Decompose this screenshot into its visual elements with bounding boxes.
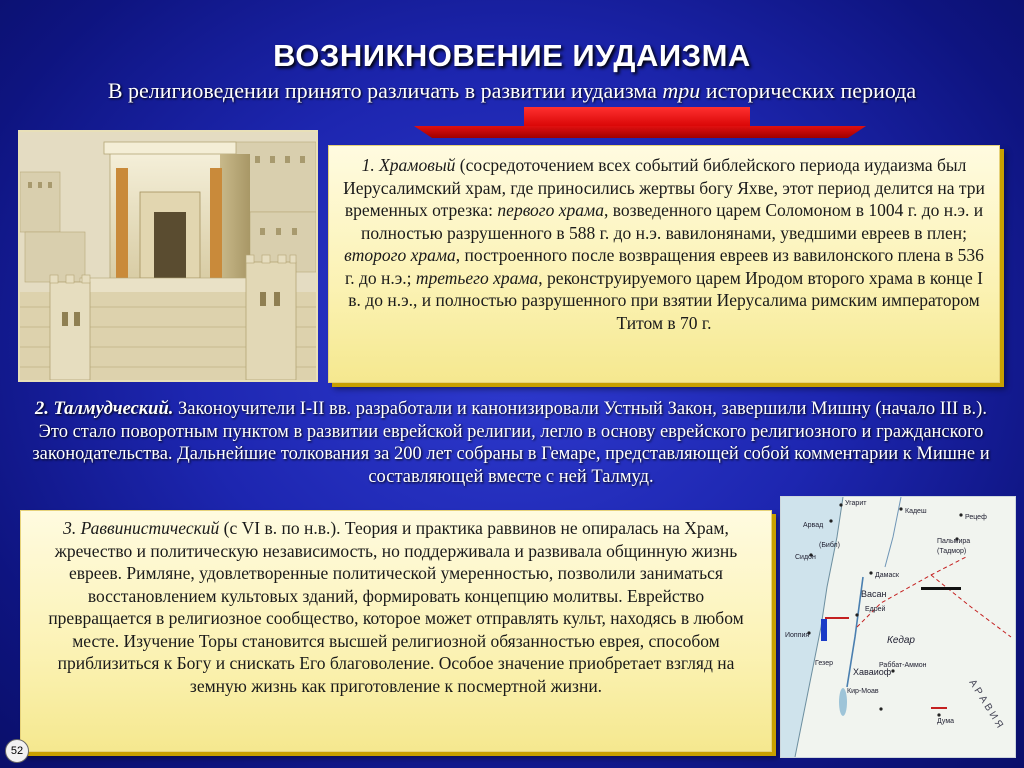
temple-drawing [20,132,316,380]
period-3-box [20,510,772,752]
map-label-palmira: Пальмира [937,538,971,545]
map-label-edrei: Едрей [865,606,886,613]
historical-map [780,496,1016,758]
map-label-rezef: Рецеф [965,514,987,521]
decorative-red-bar-top [524,107,750,129]
period-1-first-temple: первого храма [497,200,604,220]
map-label-sidon: Сидон [795,554,816,561]
map-label-ugarit: Угарит [845,500,867,507]
map-label-kir: Кир-Моав [847,688,879,695]
period-2-text: Законоучители I-II вв. разработали и канонизировали Устный Закон, завершили Мишну (начало III в.). Это стало поворотным пунктом в развитии еврейской религии, легло в основу еврейского религиозного и гражданского законодательства. Дальнейшие толкования за 200 лет собраны в Гемаре, представляющей собой комментарии к Мишне и составляющей вместе с ней Талмуд. [32,399,990,487]
decorative-red-bar-bottom [414,126,866,138]
period-1-box [328,145,1000,383]
subtitle-text-after: исторических периода [700,78,917,103]
map-drawing [781,497,1015,757]
page-number: 52 [5,739,29,763]
map-label-kadesh: Кадеш [905,508,927,515]
temple-illustration [18,130,318,382]
period-2-heading: 2. Талмудческий. [35,399,174,419]
map-label-arvad: Арвад [803,522,824,529]
map-label-bibl: (Библ) [819,542,840,549]
map-label-tadmor: (Тадмор) [937,548,967,555]
period-1-text-2: , возведенного царем Соломоном в 1004 г. до н.э. и полностью разрушенного в 588 г. до н.э. вавилонянами, уведшими евреев в плен; [361,200,984,243]
period-1-text-4: , реконструируемого царем Иродом второго храма в конце I в. до н.э., и полностью разрушенного при взятии Иерусалима римским императором Титом в 70 г. [348,267,983,333]
map-label-havaiof: Хаваиоф [853,667,892,677]
subtitle-text-before: В религиоведении принято различать в развитии иудаизма [107,78,663,103]
period-2-paragraph [26,398,996,488]
map-label-amman: Раббат-Аммон [879,662,927,669]
period-1-heading: 1. Храмовый [361,155,456,175]
map-label-gezer: Гезер [815,660,833,667]
period-1-second-temple: второго храма [344,245,456,265]
slide-subtitle [0,78,1024,104]
period-1-text-3: , построенного после возвращения евреев из вавилонского плена в 536 г. до н.э.; [345,245,984,288]
slide-title: ВОЗНИКНОВЕНИЕ ИУДАИЗМА [273,38,751,73]
period-1-third-temple: третьего храма [415,267,539,288]
subtitle-emphasis: три [662,78,701,103]
map-label-arabia: А Р А В И Я [966,677,1005,731]
period-3-heading: 3. Раввинистический [63,518,220,538]
map-label-basan: Васан [861,589,887,599]
map-label-kedar: Кедар [887,635,915,646]
map-label-duma: Дума [937,718,955,725]
map-label-damask: Дамаск [875,572,899,579]
period-3-text: (с VI в. по н.в.). Теория и практика раввинов не опиралась на Храм, жречество и политическую независимость, но поддерживала и развивала общинную жизнь евреев. Римляне, удовлетворенные политической умеренностью, позволили заниматься восстановлением культовых зданий, формировать концепцию молитвы. Еврейство превращается в религиозное сообщество, которое может отправлять культ, находясь в любом месте. Изучение Торы становится высшей религиозной обязанностью еврея, способом приблизиться к Богу и снискать Его благоволение. Особое значение приобретает взгляд на земную жизнь как приготовление к посмертной жизни. [48,518,744,696]
period-1-text-1: (сосредоточением всех событий библейского периода иудаизма был Иерусалимский храм, где приносились жертвы богу Яхве, этот период делится на три временных отрезка: [343,155,985,220]
map-label-joppa: Иоппия [785,632,810,639]
